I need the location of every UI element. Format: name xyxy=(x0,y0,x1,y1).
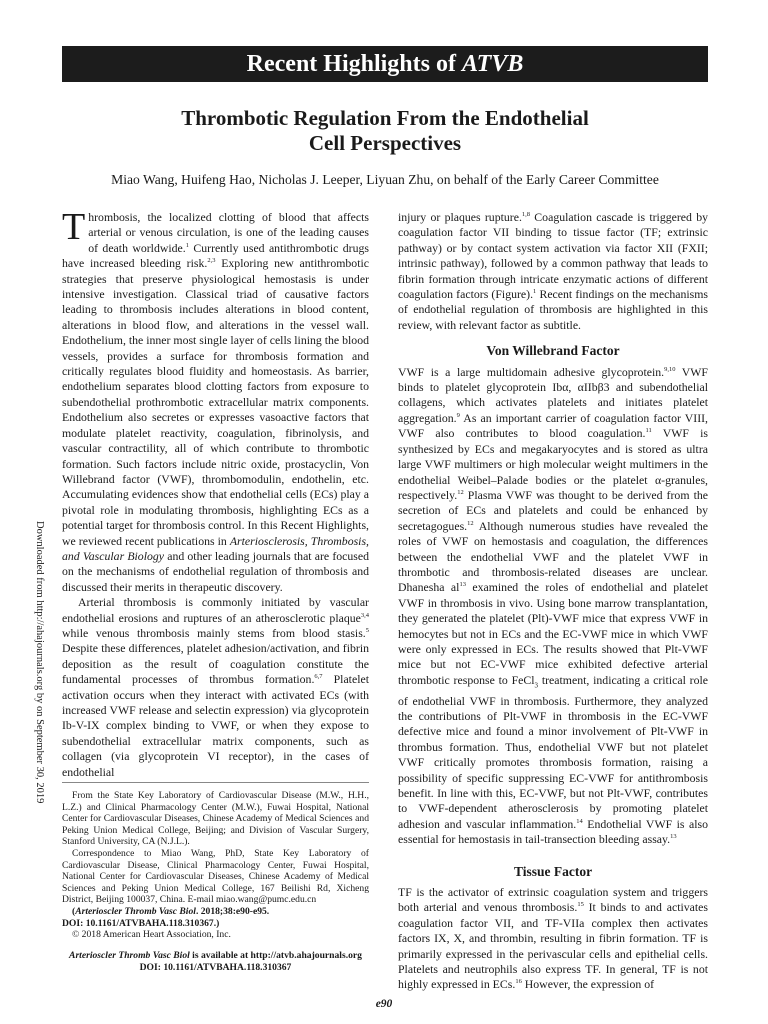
text-run: Currently used antithrombotic drugs have increased bleeding risk. xyxy=(62,240,369,271)
ref-marker[interactable]: 9 xyxy=(456,411,460,419)
drop-cap: T xyxy=(62,206,86,248)
text-run: injury or plaques rupture. xyxy=(398,210,522,224)
text-run: VWF is a large multidomain adhesive glycoprotein. xyxy=(398,364,665,379)
download-note-text: Downloaded from http://ahajournals.org by on September 30, 2019 xyxy=(34,521,45,804)
subscript: 3 xyxy=(534,681,539,690)
ref-marker[interactable]: 5 xyxy=(365,627,369,635)
doi-line[interactable]: DOI: 10.1161/ATVBAHA.118.310367.) xyxy=(62,917,220,929)
ref-marker[interactable]: 12 xyxy=(467,519,474,527)
text-run: VWF is synthesized by ECs and megakaryocytes and is stored as ultra large VWF multimers or high molecular weight multimers in the endothelial Weibel–Palade bodies or the platelet α-granules, respectively. xyxy=(398,426,708,502)
ref-marker[interactable]: 1 xyxy=(533,288,537,296)
ref-marker[interactable]: 16 xyxy=(515,978,522,986)
copyright-line: © 2018 American Heart Association, Inc. xyxy=(72,929,231,941)
text-run: Arterial thrombosis is commonly initiated by vascular endothelial erosions and ruptures of an atherosclerotic plaque xyxy=(62,595,369,625)
ref-marker[interactable]: 3,4 xyxy=(360,611,369,619)
intro-paragraph xyxy=(62,206,370,595)
text-run: while venous thrombosis mainly stems from blood stasis. xyxy=(62,625,366,640)
title-line-1: Thrombotic Regulation From the Endothelial xyxy=(181,106,589,130)
ref-marker[interactable]: 13 xyxy=(670,833,677,841)
left-column xyxy=(62,206,370,780)
ref-marker[interactable]: 6,7 xyxy=(314,673,323,681)
text-run: However, the expression of xyxy=(521,977,655,992)
text-run: and other leading journals that are focused on the mechanisms of endothelial regulation of thrombosis and discussed their merits in therapeutic discovery. xyxy=(62,548,370,594)
text-run: Plasma VWF was thought to be derived from the secretion of ECs and platelets and could be enhanced by secretagogues. xyxy=(398,487,708,533)
text-run: treatment, indicating a critical role of endothelial VWF in thrombosis. Furthermore, they analyzed the contributions of Plt-VWF in thrombosis in the EC-VWF defective mice and found a minor involvement of Plt-VWF in thrombus formation. Thus, endothelial VWF but not platelet VWF critically promotes thrombosis formation, raising a possibility of specific suppressing EC-VWF for antithrombosis benefit. In line with this, EC-VWF, but not Plt-VWF, contributes to VWF-dependent atherosclerosis by promoting platelet adhesion and vascular inflammation. xyxy=(398,672,708,831)
ref-marker[interactable]: 15 xyxy=(577,901,584,909)
ref-marker[interactable]: 11 xyxy=(645,427,652,435)
text-run: Despite these differences, platelet adhesion/activation, and fibrin deposition as the result of coagulation constitute the fundamental processes of thrombus formation. xyxy=(62,641,369,687)
banner-text: Recent Highlights of xyxy=(246,51,456,77)
banner-journal: ATVB xyxy=(461,51,524,77)
text-run: Exploring new antithrombotic strategies that preserve physiological hemostasis is under intensive investigation. Classical triad of causative factors leading to thrombosis includes alterations in blood content, alterations in blood flow, and alterations in the vessel wall. Endothelium, the inner most single layer of cells lining the blood vessels, provides a surface for thrombosis formation and critically regulates blood fluidity and homeostasis. As barrier, endothelium separates blood clotting factors from exposure to subendothelial prothrombotic extracellular matrix components. Endothelium also secretes or expresses vasoactive factors that modulate platelet reactivity, coagulation, fibrinolysis, and vascular contractility, all of which contribute to thrombotic formation. Such factors include nitric oxide, prostacyclin, Von Willebrand factor (VWF), thrombomodulin, endothelin, etc. Accumulating evidences show that endothelial cells (ECs) play a pivotal role in modulating thrombosis, highlighting ECs as a potential target for thrombosis control. In this Recent Highlights, we reviewed recent publications in xyxy=(62,256,369,548)
heading-vwf: Von Willebrand Factor xyxy=(486,343,620,359)
avail-doi[interactable]: DOI: 10.1161/ATVBAHA.118.310367 xyxy=(139,962,292,973)
text-run: Platelet activation occurs when they interact with activated ECs (with increased VWF release and selectin expression) via glycoprotein Ib-V-IX complex binding to VWF, or when they expose to subendothelial extracellular matrix components, such as collagen (via glycoprotein VI receptor), in the cases of endothelial xyxy=(62,672,369,779)
text-run: Although numerous studies have revealed the roles of VWF on hemostasis and coagulation, the differences between the endothelial VWF and the platelet VWF in thrombotic and thrombosis-related diseases are unclear. Dhanesha al xyxy=(398,518,708,595)
article-title xyxy=(62,106,708,156)
text-run: Coagulation cascade is triggered by coagulation factor VII binding to tissue factor (TF; extrinsic pathway) or by contact system activation via factor XII (FXII; intrinsic pathway), followed by a common pathway that leads to fibrin formation through intricate enzymatic actions of different coagulation factors (Figure). xyxy=(398,210,709,302)
download-note xyxy=(32,521,45,804)
text-run: It binds to and activates coagulation factor VII, and TF-VIIa complex then activates factors IX, X, and thrombin, resulting in fibrin formation. TF is primarily expressed in the perivascular cells and epithelial cells. Platelets and neutrophils also express TF. In general, TF is not highly expressed in ECs. xyxy=(398,900,708,992)
page-number: e90 xyxy=(375,998,393,1010)
ref-marker[interactable]: 13 xyxy=(459,581,466,589)
ref-marker[interactable]: 12 xyxy=(457,488,464,496)
avail-journal: Arterioscler Thromb Vasc Biol xyxy=(69,950,190,961)
text-run: VWF binds to platelet glycoprotein Ibα, αIIbβ3 and subendothelial collagens, which activates platelets and initiates platelet aggregation. xyxy=(398,364,708,425)
ref-marker[interactable]: 9,10 xyxy=(664,365,676,373)
text-run: Endothelial VWF is also essential for hemostasis in tail-transection bleeding assay. xyxy=(398,816,708,847)
text-run: hrombosis, the localized clotting of blood that affects arterial or venous circulation, is one of the leading causes of death worldwide. xyxy=(88,210,369,255)
text-run: As an important carrier of coagulation factor VIII, VWF also contributes to blood coagulation. xyxy=(398,410,708,441)
affiliation-note: From the State Key Laboratory of Cardiovascular Disease (M.W., H.H., L.Z.) and Clinical Pharmacology Center (M.W.), Fuwai Hospital, National Center for Cardiovascular Diseases, Chinese Academy of Medical Sciences and Peking Union Medical College, Beijing; and Division of Vascular Surgery, Stanford University, CA (N.J.L.). xyxy=(62,790,369,848)
citation-journal: Arterioscler Thromb Vasc Biol xyxy=(75,905,196,917)
text-run: TF is the activator of extrinsic coagulation system and triggers both arterial and venous thrombosis. xyxy=(398,885,708,915)
heading-tissue-factor: Tissue Factor xyxy=(513,863,593,879)
text-run: Recent findings on the mechanisms of endothelial regulation of thrombosis are highlighted in this review, with relevant factor as subtitle. xyxy=(398,287,708,332)
footnote-divider xyxy=(62,782,369,783)
arterial-paragraph xyxy=(62,595,369,780)
footnote-block xyxy=(62,790,369,941)
ref-marker[interactable]: 1,8 xyxy=(521,211,531,219)
text-run: examined the roles of endothelial and platelet VWF in thrombosis in vivo. Using bone marrow transplantation, they generated the platelet (Plt)-VWF mice that express VWF in hemocytes but not in ECs and the EC-VWF mice in which VWF were only expressed in ECs. The results showed that Plt-VWF mice but not EC-VWF mice exhibited defective arterial thrombotic response to FeCl xyxy=(398,580,708,687)
author-list: Miao Wang, Huifeng Hao, Nicholas J. Leeper, Liyuan Zhu, on behalf of the Early Career Committee xyxy=(111,172,659,187)
citation-line: (Arterioscler Thromb Vasc Biol. 2018;38:e90-e95. xyxy=(72,905,270,917)
correspondence-note: Correspondence to Miao Wang, PhD, State Key Laboratory of Cardiovascular Disease, Clinical Pharmacology Center, Fuwai Hospital, National Center for Cardiovascular Diseases, Chinese Academy of Medical Sciences and Peking Union Medical College, 167 Beilishi Rd, Xicheng District, Beijing 100037, China. E-mail miao.wang@pumc.edu.cn xyxy=(62,847,369,906)
ref-marker[interactable]: 2,3 xyxy=(207,257,216,265)
ref-marker[interactable]: 14 xyxy=(576,817,583,825)
section-banner xyxy=(62,46,708,82)
tf-paragraph xyxy=(398,885,708,993)
right-column xyxy=(398,210,708,993)
ref-marker[interactable]: 1 xyxy=(185,241,189,249)
title-line-2: Cell Perspectives xyxy=(308,131,462,155)
availability-block xyxy=(62,950,369,974)
avail-url[interactable]: is available at http://atvb.ahajournals.org xyxy=(189,950,362,961)
vwf-paragraph xyxy=(398,365,708,848)
journal-name: Arteriosclerosis, Thrombosis, and Vascular Biology xyxy=(62,533,369,563)
continuation-paragraph xyxy=(398,210,708,333)
citation-rest: . 2018;38:e90-e95. xyxy=(195,905,270,917)
